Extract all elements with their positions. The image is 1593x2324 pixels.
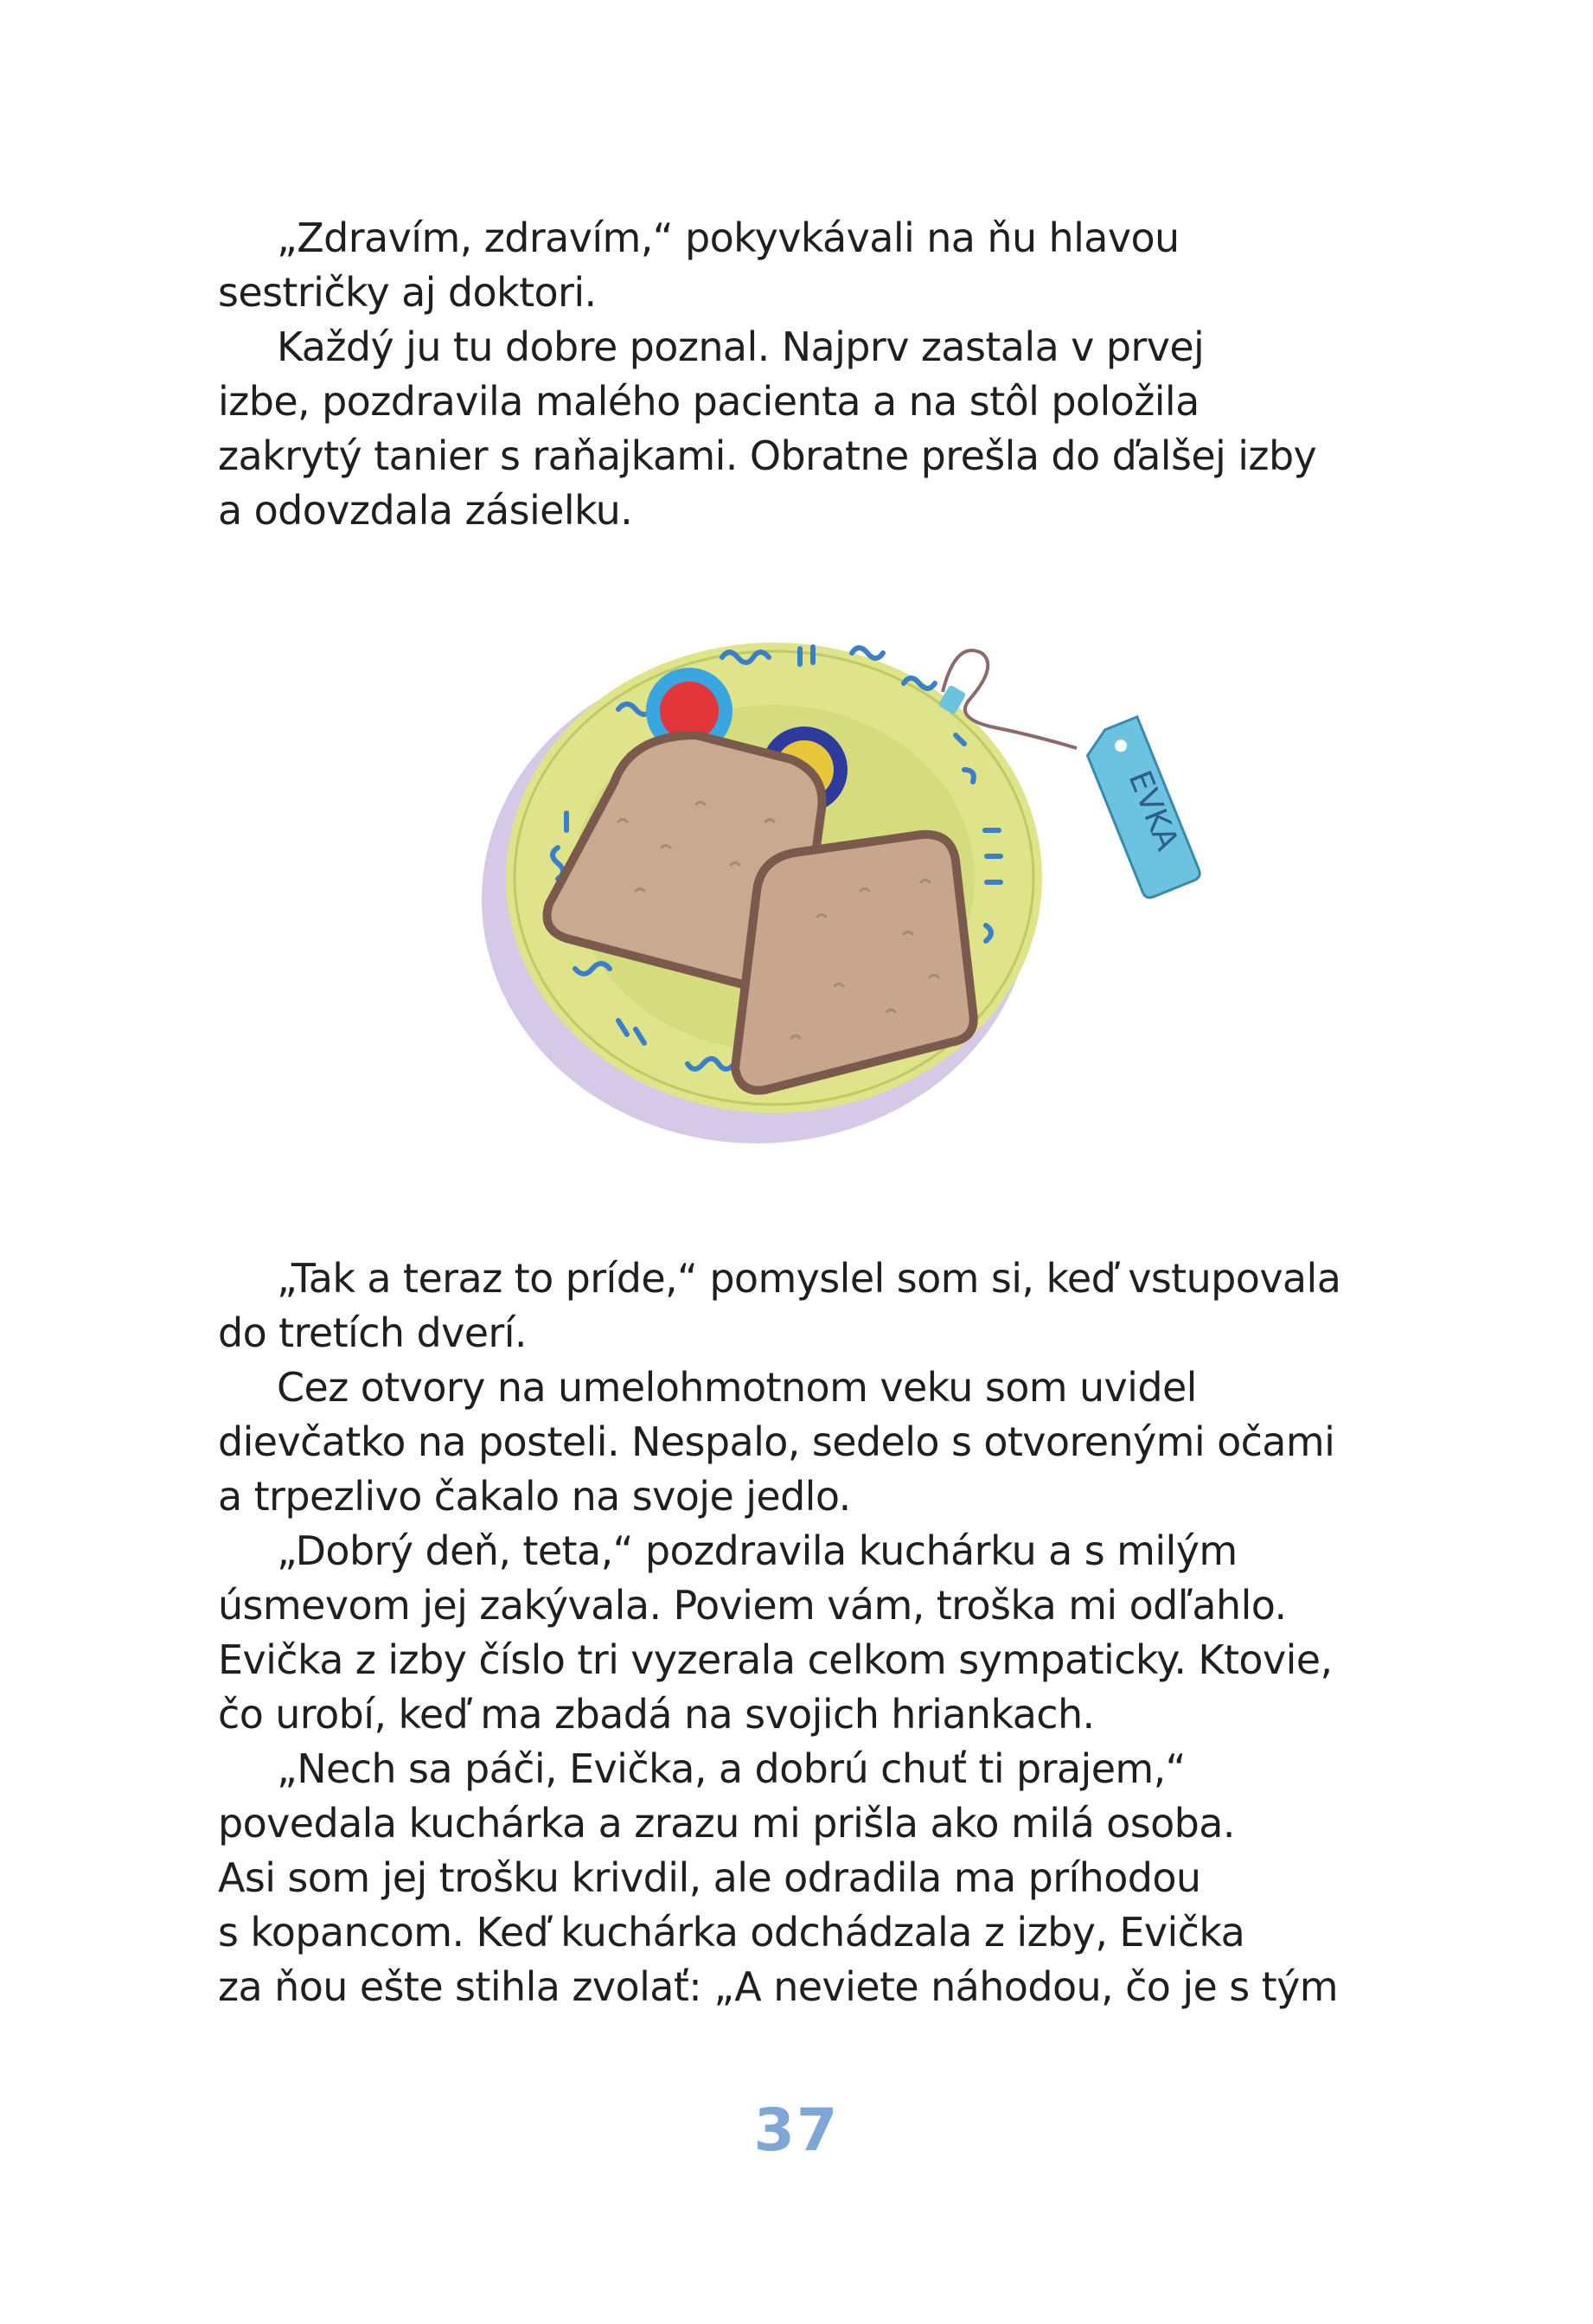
text-block-top <box>218 211 1394 538</box>
paragraph <box>218 320 1394 538</box>
text-line: zakrytý tanier s raňajkami. Obratne prešla do ďalšej izby <box>218 432 1317 479</box>
tag-label: EVKA <box>1121 765 1186 855</box>
text-line: sestričky aj doktori. <box>218 269 597 316</box>
page-number: 37 <box>753 2097 840 2165</box>
paragraph <box>218 1742 1394 2014</box>
text-line: Asi som jej trošku krivdil, ale odradila ma príhodou <box>218 1854 1201 1901</box>
paragraph <box>218 1524 1394 1742</box>
text-line: a odovzdala zásielku. <box>218 487 633 534</box>
text-line: Cez otvory na umelohmotnom veku som uvidel <box>277 1364 1197 1411</box>
text-line: za ňou ešte stihla zvolať: „A neviete náhodou, čo je s tým <box>218 1963 1338 2010</box>
text-line: Každý ju tu dobre poznal. Najprv zastala v prvej <box>277 323 1205 370</box>
text-line: „Zdravím, zdravím,“ pokyvkávali na ňu hlavou <box>277 214 1180 261</box>
text-line: a trpezlivo čakalo na svoje jedlo. <box>218 1473 851 1520</box>
text-line: do tretích dverí. <box>218 1309 527 1356</box>
text-line: čo urobí, keď ma zbadá na svojich hriankach. <box>218 1691 1095 1738</box>
text-line: Evička z izby číslo tri vyzerala celkom sympaticky. Ktovie, <box>218 1636 1333 1683</box>
paragraph <box>218 1360 1394 1524</box>
text-line: „Tak a teraz to príde,“ pomyslel som si, keď vstupovala <box>277 1255 1341 1302</box>
paragraph <box>218 1252 1394 1360</box>
text-line: povedala kuchárka a zrazu mi prišla ako milá osoba. <box>218 1800 1235 1847</box>
text-line: „Dobrý deň, teta,“ pozdravila kuchárku a s milým <box>277 1527 1238 1574</box>
text-line: úsmevom jej zakývala. Poviem vám, troška mi odľahlo. <box>218 1582 1287 1629</box>
text-line: s kopancom. Keď kuchárka odchádzala z izby, Evička <box>218 1909 1245 1956</box>
name-tag <box>1081 717 1202 900</box>
text-line: „Nech sa páči, Evička, a dobrú chuť ti prajem,“ <box>277 1745 1186 1792</box>
text-line: dievčatko na posteli. Nespalo, sedelo s otvorenými očami <box>218 1418 1335 1465</box>
text-line: izbe, pozdravila malého pacienta a na stôl položila <box>218 378 1200 425</box>
breakfast-plate-illustration <box>471 605 1206 1168</box>
text-block-bottom <box>218 1252 1394 2014</box>
paragraph <box>218 211 1394 320</box>
